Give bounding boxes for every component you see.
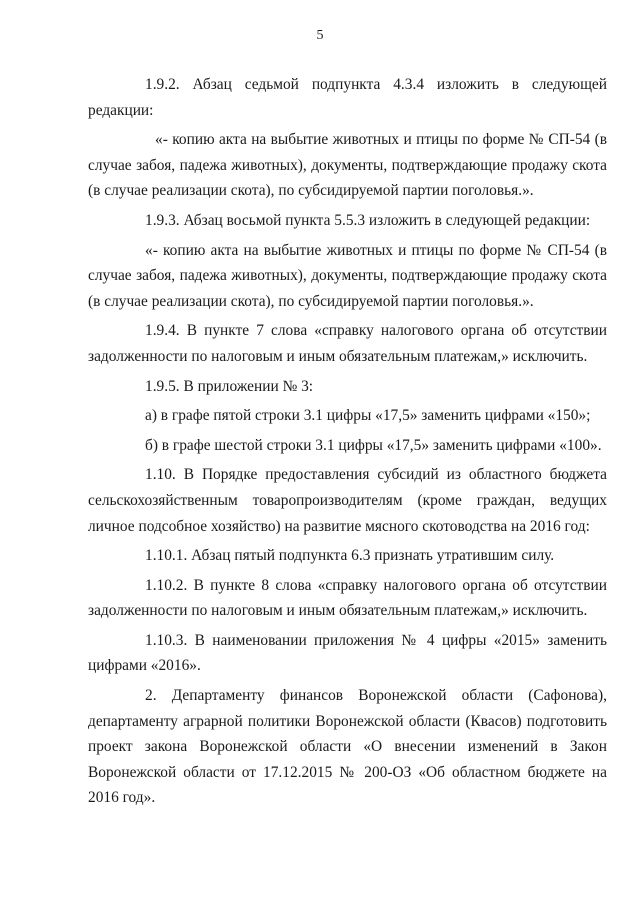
paragraph-1-9-3: 1.9.3. Абзац восьмой пункта 5.5.3 изложить в следующей редакции: (145, 211, 591, 229)
paragraph-1-10-1: 1.10.1. Абзац пятый подпункта 6.3 признать утратившим силу. (145, 547, 555, 565)
paragraph-1-9-2: 1.9.2. Абзац седьмой подпункта 4.3.4 изложить в следующей редакции: (88, 76, 607, 119)
paragraph-1-9-5: 1.9.5. В приложении № 3: (145, 377, 314, 395)
paragraph-quote-2: «- копию акта на выбытие животных и птицы по форме № СП-54 (в случае забоя, падежа животных), документы, подтверждающие продажу скота (в случае реализации скота), по субсидируемой партии поголовья.». (88, 241, 607, 310)
paragraph-quote-1: «- копию акта на выбытие животных и птицы по форме № СП-54 (в случае забоя, падежа животных), документы, подтверждающие продажу скота (в случае реализации скота), по субсидируемой партии поголовья.». (88, 131, 607, 200)
paragraph-1-10: 1.10. В Порядке предоставления субсидий из областного бюджета сельскохозяйственным товаропроизводителям (кроме граждан, ведущих личное подсобное хозяйство) на развитие мясного скотоводства на 2016 год: (88, 466, 607, 535)
paragraph-1-10-2: 1.10.2. В пункте 8 слова «справку налогового органа об отсутствии задолженности по налоговым и иным обязательным платежам,» исключить. (88, 576, 607, 620)
paragraph-1-9-4: 1.9.4. В пункте 7 слова «справку налогового органа об отсутствии задолженности по налоговым и иным обязательным платежам,» исключить. (88, 322, 607, 365)
page-number: 5 (316, 28, 324, 43)
paragraph-1-10-3: 1.10.3. В наименовании приложения № 4 цифры «2015» заменить цифрами «2016». (88, 631, 607, 675)
paragraph-item-b: б) в графе шестой строки 3.1 цифры «17,5» заменить цифрами «100». (145, 436, 602, 454)
paragraph-2: 2. Департаменту финансов Воронежской области (Сафонова), департаменту аграрной политики Воронежской области (Квасов) подготовить проект закона Воронежской области «О внесении изменений в Закон Воронежской области от 17.12.2015 № 200-ОЗ «Об областном бюджете на 2016 год». (88, 687, 607, 807)
paragraph-item-a: а) в графе пятой строки 3.1 цифры «17,5» заменить цифрами «150»; (145, 407, 591, 425)
document-body (88, 72, 607, 815)
